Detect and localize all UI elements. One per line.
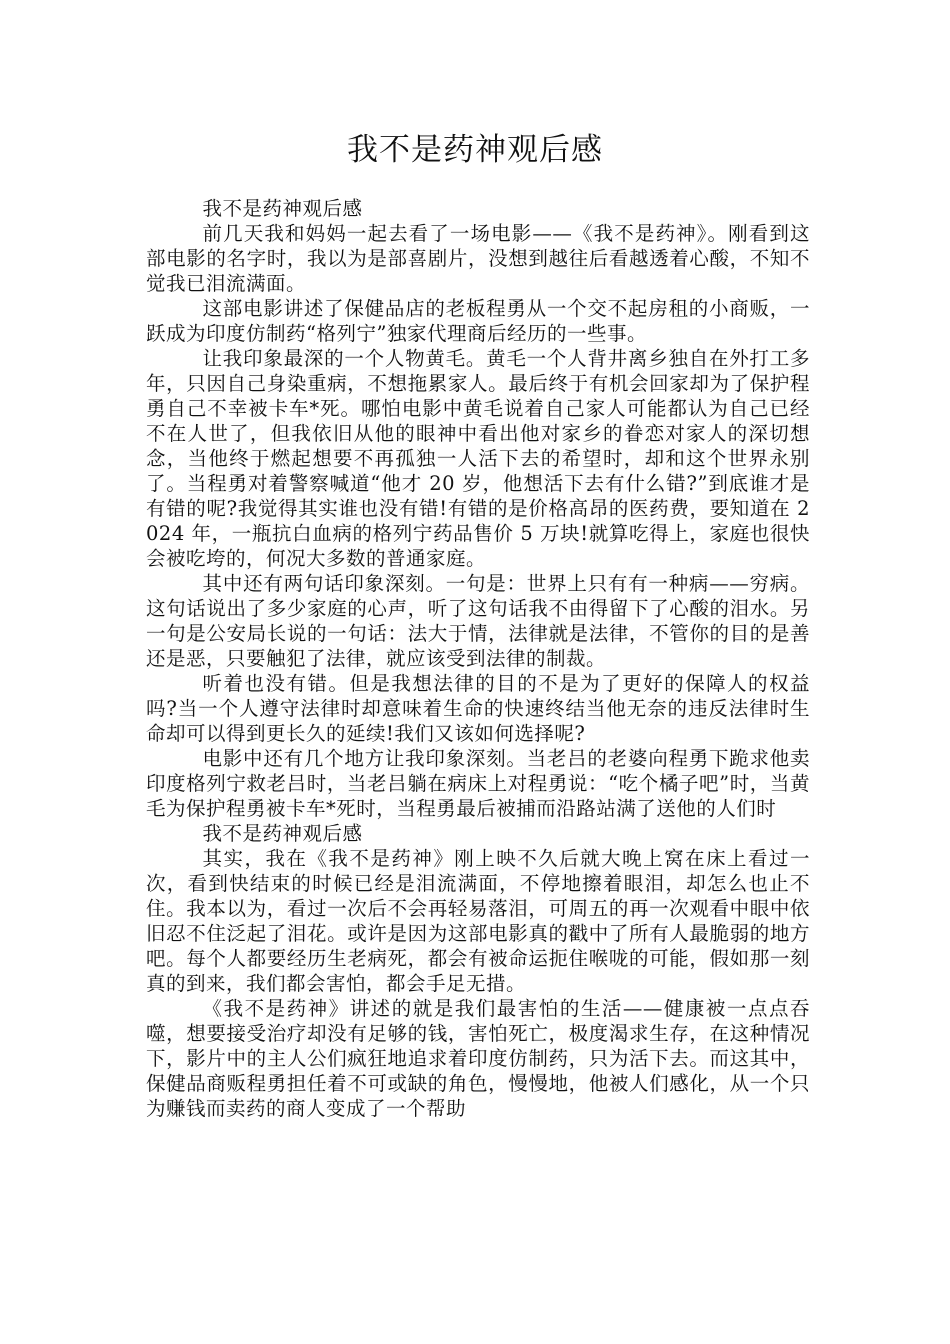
- paragraph-scenes: 电影中还有几个地方让我印象深刻。当老吕的老婆向程勇下跪求他卖印度格列宁救老吕时，当老吕躺在病床上对程勇说：“吃个橘子吧”时，当黄毛为保护程勇被卡车*死时，当程勇最后被捕而沿路站满了送他的人们时: [146, 747, 810, 820]
- paragraph-subtitle-2: 我不是药神观后感: [202, 822, 363, 845]
- paragraph-law: 听着也没有错。但是我想法律的目的不是为了更好的保障人的权益吗?当一个人遵守法律时却意味着生命的快速终结当他无奈的违反法律时生命却可以得到更长久的延续!我们又该如何选择呢?: [146, 672, 810, 745]
- paragraph-story: 《我不是药神》讲述的就是我们最害怕的生活——健康被一点点吞噬，想要接受治疗却没有足够的钱，害怕死亡，极度渴求生存，在这种情况下，影片中的主人公们疯狂地追求着印度仿制药，只为活下去。而这其中，保健品商贩程勇担任着不可或缺的角色，慢慢地，他被人们感化，从一个只为赚钱而卖药的商人变成了一个帮助: [146, 997, 810, 1120]
- paragraph-plot: 这部电影讲述了保健品店的老板程勇从一个交不起房租的小商贩，一跃成为印度仿制药“格列宁”独家代理商后经历的一些事。: [146, 297, 810, 345]
- document-title: 我不是药神观后感: [347, 132, 603, 168]
- paragraph-subtitle: 我不是药神观后感: [202, 197, 363, 220]
- paragraph-second-viewing: 其实，我在《我不是药神》刚上映不久后就大晚上窝在床上看过一次，看到快结束的时候已经是泪流满面，不停地擦着眼泪，却怎么也止不住。我本以为，看过一次后不会再轻易落泪，可周五的再一次观看中眼中依旧忍不住泛起了泪花。或许是因为这部电影真的戳中了所有人最脆弱的地方吧。每个人都要经历生老病死，都会有被命运扼住喉咙的可能，假如那一刻真的到来，我们都会害怕，都会手足无措。: [146, 847, 810, 995]
- paragraph-intro: 前几天我和妈妈一起去看了一场电影——《我不是药神》。刚看到这部电影的名字时，我以为是部喜剧片，没想到越往后看越透着心酸，不知不觉我已泪流满面。: [146, 222, 810, 295]
- paragraph-quotes: 其中还有两句话印象深刻。一句是：世界上只有有一种病——穷病。这句话说出了多少家庭的心声，听了这句话我不由得留下了心酸的泪水。另一句是公安局长说的一句话：法大于情，法律就是法律，不管你的目的是善还是恶，只要触犯了法律，就应该受到法律的制裁。: [146, 572, 810, 670]
- document-body: [146, 196, 810, 1121]
- paragraph-huangmao: 让我印象最深的一个人物黄毛。黄毛一个人背井离乡独自在外打工多年，只因自己身染重病，不想拖累家人。最后终于有机会回家却为了保护程勇自己不幸被卡车*死。哪怕电影中黄毛说着自己家人可能都认为自己已经不在人世了，但我依旧从他的眼神中看出他对家乡的眷恋对家人的深切想念，当他终于燃起想要不再孤独一人活下去的希望时，却和这个世界永别了。当程勇对着警察喊道“他才 20 岁，他想活下去有什么错?”到底谁才是有错的呢?我觉得其实谁也没有错!有错的是价格高昂的医药费，要知道在 2024 年，一瓶抗白血病的格列宁药品售价 5 万块!就算吃得上，家庭也很快会被吃垮的，何况大多数的普通家庭。: [146, 347, 810, 570]
